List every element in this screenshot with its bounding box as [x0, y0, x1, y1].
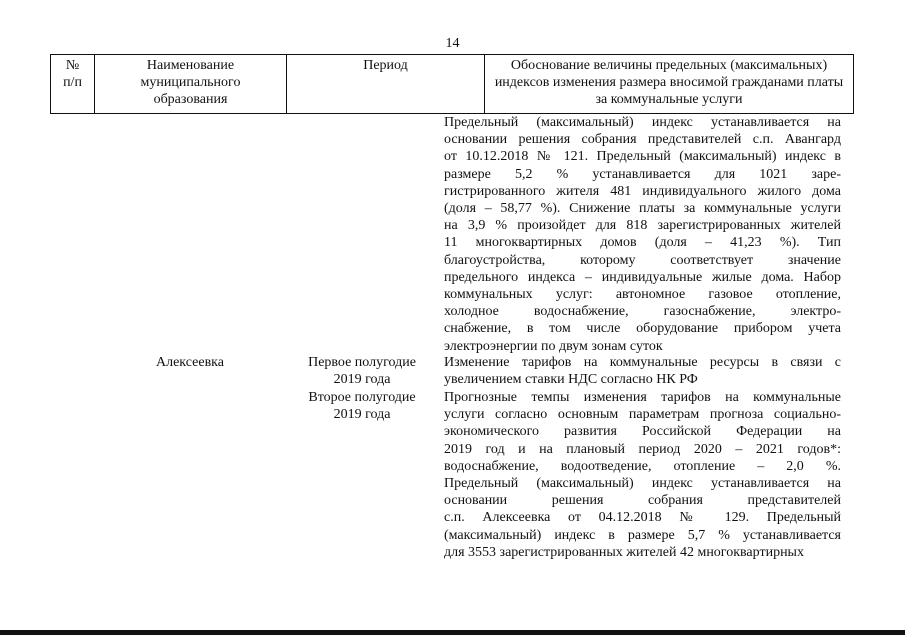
text-line: размере 5,2 % устанавливается для 1021 заре-	[444, 166, 841, 182]
header-text-line: №	[65, 58, 80, 73]
header-text-line: п/п	[63, 75, 82, 90]
text-line: для 3553 зарегистрированных жителей 42 многоквартирных	[444, 544, 804, 560]
justification-alekseevka-forecast	[444, 389, 841, 561]
text-line: с.п. Алексеевка от 04.12.2018 № 129. Предельный	[444, 510, 841, 526]
period-first-half	[286, 354, 438, 388]
period-line: 2019 года	[333, 372, 391, 387]
text-line: 11 многоквартирных домов (доля – 41,23 %). Тип	[444, 235, 841, 251]
text-line: (доля – 58,77 %). Снижение платы за коммунальные услуги	[444, 201, 841, 217]
justification-block-avangard	[444, 114, 841, 355]
text-line: Прогнозные темпы изменения тарифов на коммунальные	[444, 390, 841, 405]
text-line: увеличением ставки НДС согласно НК РФ	[444, 372, 698, 388]
text-line: Изменение тарифов на коммунальные ресурсы в связи с	[444, 355, 841, 370]
municipality-name: Алексеевка	[156, 355, 224, 370]
header-text-line: за коммунальные услуги	[595, 92, 743, 107]
period-second-half	[286, 389, 438, 423]
text-line: благоустройства, которому соответствует значение	[444, 252, 841, 268]
header-text-line: Обоснование величины предельных (максимальных)	[510, 58, 828, 73]
header-justification-column	[485, 55, 853, 113]
text-line: экономического развития Российской Федерации на	[444, 424, 841, 440]
table-header	[50, 54, 854, 114]
header-number-column	[51, 55, 95, 113]
header-text-line: Наименование	[146, 58, 235, 73]
text-line: на 3,9 % произойдет для 818 зарегистрированных жителей	[444, 218, 841, 234]
text-line: водоснабжение, водоотведение, отопление – 2,0 %.	[444, 458, 841, 474]
text-line: основании решения собрания представителей	[444, 493, 841, 509]
text-line: от 10.12.2018 № 121. Предельный (максимальный) индекс в	[444, 149, 841, 165]
page-number: 14	[445, 36, 460, 51]
text-line: услуги согласно основным параметрам прогноза социально-	[444, 407, 841, 423]
header-text-line: муниципального	[140, 75, 241, 90]
bottom-border-bar	[0, 630, 905, 635]
text-line: коммунальных услуг: автономное газовое отопление,	[444, 287, 841, 303]
text-line: Предельный (максимальный) индекс устанавливается на	[444, 115, 841, 130]
text-line: предельного индекса – индивидуальные жилые дома. Набор	[444, 269, 841, 285]
text-line: 2019 год и на плановый период 2020 – 2021 годов*:	[444, 441, 841, 457]
header-text-line: Период	[363, 58, 408, 73]
header-text-line: индексов изменения размера вносимой гражданами платы	[494, 75, 844, 90]
text-line: основании решения собрания представителей с.п. Авангард	[444, 132, 841, 148]
text-line: Предельный (максимальный) индекс устанавливается на	[444, 476, 841, 492]
text-line: снабжение, в том числе оборудование прибором учета	[444, 321, 841, 337]
period-line: 2019 года	[333, 407, 391, 422]
period-line: Второе полугодие	[308, 390, 416, 405]
text-line: (максимальный) индекс в размере 5,7 % устанавливается	[444, 527, 841, 543]
period-line: Первое полугодие	[308, 355, 416, 370]
justification-alekseevka-vat	[444, 354, 841, 388]
header-municipality-column	[95, 55, 287, 113]
text-line: электроэнергии по двум зонам суток	[444, 338, 663, 354]
header-text-line: образования	[153, 92, 228, 107]
text-line: холодное водоснабжение, газоснабжение, электро-	[444, 304, 841, 320]
header-period-column	[287, 55, 485, 113]
text-line: гистрированного жителя 481 индивидуального жилого дома	[444, 183, 841, 199]
